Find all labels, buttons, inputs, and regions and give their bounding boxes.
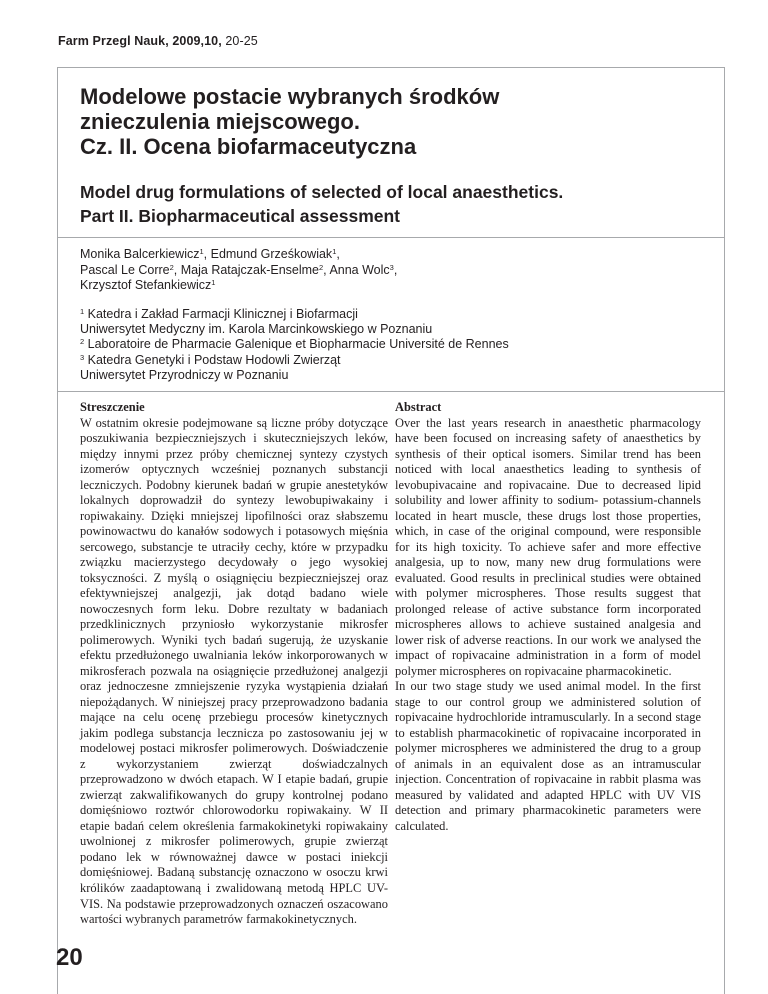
author-name: Pascal Le Corre [80,262,170,277]
author-name: Edmund Grześkowiak [210,247,333,261]
affiliation-line [80,307,509,322]
author-sup: 2 [169,262,174,272]
affiliation-sup: 1 [80,307,85,316]
affiliation-sup: 2 [80,337,85,347]
title-polish-line: Modelowe postacie wybranych środków [80,84,500,109]
affiliation-list [80,307,509,383]
author-line [80,278,397,294]
author-line: Monika Balcerkiewicz$^1$, Edmund Grześkowiak$^1$, [80,247,340,261]
affiliation-line [80,353,509,368]
abstract-paragraph: In our two stage study we used animal model. In the first stage to our control group we administered solution of ropivacaine hydrochloride intramuscularly. In a second stage to establish pharmacokinetic of ropivacaine incorporated in polymer microspheres we administered the drug to a group of animals in an equivalent dose as an intramuscular injection. Concentration of ropivacaine in rabbit plasma was measured by validated and adapted HPLC with UV VIS detection and primary pharmacokinetic parameters were calculated. [395,679,701,833]
author-sup: 1 [332,247,337,256]
affiliation-text: Laboratoire de Pharmacie Galenique et Biopharmacie Université de Rennes [84,337,509,352]
author-line: Pascal Le Corre$^2$, Maja Ratajczak-Enselme$^2$, Anna Wolc$^3$, [80,262,398,277]
title-polish-line: znieczulenia miejscowego. [80,109,360,134]
affiliation-text: Uniwersytet Przyrodniczy w Poznaniu [80,367,289,382]
author-name: Monika Balcerkiewicz [80,247,200,261]
streszczenie-heading: Streszczenie [80,400,145,414]
page-range: 20-25 [221,34,258,48]
author-name: Krzysztof Stefankiewicz [80,278,212,292]
title-english-line: Part II. Biopharmaceutical assessment [80,205,400,226]
author-sup: 1 [199,247,204,256]
author-sup: 1 [211,278,216,287]
affiliation-sup: 3 [80,352,85,362]
affiliation-text: Katedra i Zakład Farmacji Klinicznej i Biofarmacji [84,307,358,321]
author-sup: 2 [319,262,324,272]
abstract-paragraph: Over the last years research in anaesthetic pharmacology have been focused on increasing safety of anaesthetics by synthesis of their optical isomers. Similar trend has been noticed with local anaesthetics leading to synthesis of levobupivacaine and ropivacaine. Due to decreased lipid solubility and lower affinity to sodium- potassium-channels located in heart muscle, these drugs lost those properties, which, in case of the original compound, were responsible for its high toxicity. To achieve safer and more effective analgesia, up to now, many new drug formulations were evaluated. Good results in preclinical studies were obtained with polymer microspheres. Those results suggest that prolonged release of active substance form incorporated microspheres allows to achieve sustained analgesia and lower risk of adverse reactions. In our work we analysed the impact of ropivacaine administration in a form of model polymer microspheres on ropivacaine pharmacokinetic. [395,415,701,678]
separator [57,237,725,238]
title-polish-line: Cz. II. Ocena biofarmaceutyczna [80,134,417,159]
author-sup: 3 [389,262,394,272]
streszczenie-text: W ostatnim okresie podejmowane są liczne próby dotyczące poszukiwania bezpieczniejszych i skuteczniejszych leków, między innymi przez próby chemicznej syntezy czystych izomerów optycznych wcześniej poznanych substancji leczniczych. Podobny kierunek badań w grupie anestetyków lokalnych doprowadził do syntezy lewobupiwakainy i ropiwakainy. Dzięki mniejszej lipofilności oraz słabszemu powinowactwu do kanałów sodowych i potasowych mięśnia sercowego, substancje te utraciły cechy, które w przypadku związku macierzystego decydowały o jego wysokiej toksyczności. Z myślą o osiągnięciu bezpieczniejszej oraz efektywniejszej analgezji, jak dotąd badano wiele nowoczesnych form leku. Dobre rezultaty w badaniach przedklinicznych przyniosło wykorzystanie mikrosfer polimerowych. Wyniki tych badań sugerują, że uzyskanie efektu przedłużonego uwalniania leków inkorporowanych w mikrosferach pozwala na osiągnięcie przedłużonej analgezji oraz jednoczesne zmniejszenie ryzyka wystąpienia działań niepożądanych. W niniejszej pracy przeprowadzono badania mające na celu ocenę przebiegu procesów kinetycznych jakim podlega substancja lecznicza po zastosowaniu jej w modelowej postaci mikrosfer polimerowych. Doświadczenie z wykorzystaniem zwierząt doświadczalnych przeprowadzono w dwóch etapach. W I etapie badań, grupie zwierząt zakwalifikowanych do grupy kontrolnej podano domięśniowo roztwór chlorowodorku ropiwakainy. W II etapie badań celem określenia farmakokinetyki ropiwakainy uwolnionej z mikrosfer polimerowych, grupie zwierząt podano lek w równoważnej dawce w postaci iniekcji domięśniowej. Badaną substancję oznaczono w osoczu krwi królików zaadaptowaną i zwalidowaną metodą HPLC UV-VIS. Na podstawie przeprowadzonych oznaczeń oszacowano wartości wybranych parametrów farmakokinetycznych. [80,415,388,927]
title-english [80,181,720,228]
separator [57,391,725,392]
streszczenie-column [80,400,388,928]
affiliation-line [80,337,509,352]
author-name: Anna Wolc [329,262,390,277]
affiliation-line [80,322,509,337]
affiliation-text: Katedra Genetyki i Podstaw Hodowli Zwierząt [84,352,341,367]
abstract-heading: Abstract [395,400,442,414]
abstract-column [395,400,701,834]
page-number: 20 [56,944,83,971]
affiliation-text: Uniwersytet Medyczny im. Karola Marcinkowskiego w Poznaniu [80,322,433,337]
author-list [80,247,397,294]
title-english-line: Model drug formulations of selected of local anaesthetics. [80,182,564,202]
author-name: Maja Ratajczak-Enselme [180,262,319,277]
journal-citation [58,34,258,48]
affiliation-line [80,368,509,383]
journal-name: Farm Przegl Nauk, 2009,10, [58,34,222,48]
title-polish [80,84,700,159]
